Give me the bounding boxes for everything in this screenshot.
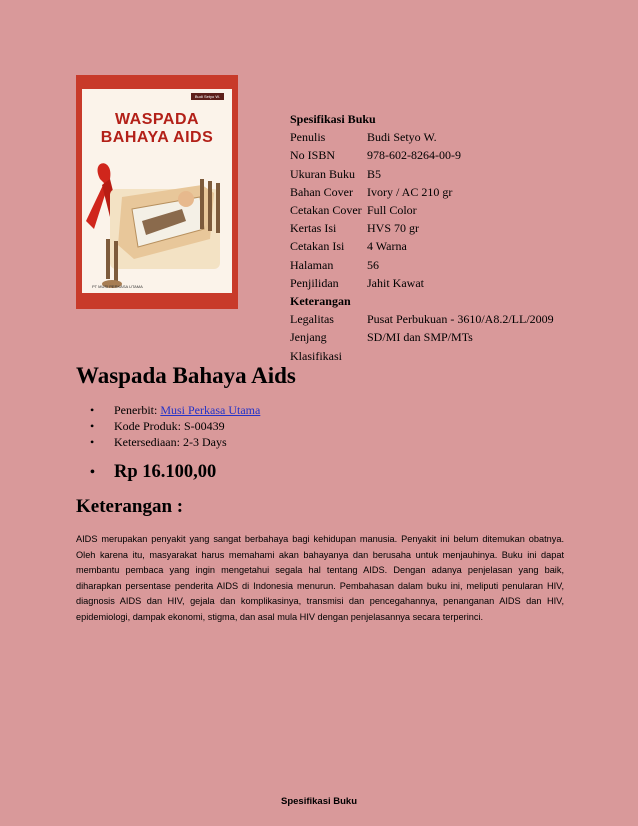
spec-value: 56 xyxy=(367,257,379,272)
spec-row xyxy=(290,146,554,164)
spec-key: No ISBN xyxy=(290,148,336,163)
spec-value: SD/MI dan SMP/MTs xyxy=(367,330,473,345)
spec-key: Kertas Isi xyxy=(290,221,337,236)
publisher-link[interactable]: Musi Perkasa Utama xyxy=(160,403,261,417)
spec-value: B5 xyxy=(367,166,382,181)
bullet-icon: • xyxy=(90,435,95,449)
spec-row xyxy=(290,328,554,346)
spec-row xyxy=(290,183,554,201)
product-code: Kode Produk: S-00439 xyxy=(114,419,225,433)
product-info-list xyxy=(90,402,260,450)
description-heading: Keterangan : xyxy=(76,496,184,517)
price-value: Rp 16.100,00 xyxy=(114,462,217,482)
spec-key: Cetakan Cover xyxy=(290,203,362,218)
spec-row xyxy=(290,128,554,146)
publisher-label: Penerbit: xyxy=(114,403,161,417)
spec-value: Pusat Perbukuan - 3610/A8.2/LL/2009 xyxy=(367,312,554,327)
list-item xyxy=(90,434,260,450)
bullet-icon: • xyxy=(90,465,95,480)
cover-author: Budi Setyo W. xyxy=(191,93,224,100)
cover-publisher: PT MUSI PERKASA UTAMA xyxy=(92,284,143,289)
availability: Ketersediaan: 2-3 Days xyxy=(114,435,227,449)
spec-row xyxy=(290,219,554,237)
spec-row xyxy=(290,310,554,328)
spec-value: 978-602-8264-00-9 xyxy=(367,148,461,163)
spec-key: Halaman xyxy=(290,257,334,272)
description-text: AIDS merupakan penyakit yang sangat berbahaya bagi kehidupan manusia. Penyakit ini belum ditemukan obatnya. Oleh karena itu, masyarakat harus memahami akan bahayanya dan berusaha untuk menjauhinya. Buku ini dapat membantu pembaca yang ingin mengetahui segala hal tentang AIDS. Dengan adanya penjelasan yang baik, diharapkan persentase penderita AIDS di Indonesia menurun. Pembahasan dalam buku ini, meliputi penularan HIV, diagnosis AIDS dan HIV, gejala dan komplikasinya, transmisi dan pencegahannya, penanganan AIDS dan HIV, epidemiologi, dampak ekonomi, stigma, dan asal mula HIV dengan penjelasannya secara terperinci. xyxy=(76,534,564,622)
cover-title-line2: BAHAYA AIDS xyxy=(100,129,214,146)
spec-value: Budi Setyo W. xyxy=(367,130,437,145)
product-title: Waspada Bahaya Aids xyxy=(76,363,296,388)
spec-heading: Spesifikasi Buku xyxy=(290,112,376,126)
cover-illustration xyxy=(82,149,232,299)
spec-key: Legalitas xyxy=(290,312,334,327)
spec-row xyxy=(290,201,554,219)
spec-keterangan-heading: Keterangan xyxy=(290,294,351,309)
list-item xyxy=(90,402,260,418)
cover-title xyxy=(82,111,232,147)
spec-value: Full Color xyxy=(367,203,417,218)
spec-value: Ivory / AC 210 gr xyxy=(367,184,453,199)
product-price xyxy=(90,462,216,483)
spec-key: Klasifikasi xyxy=(290,348,342,363)
list-item xyxy=(90,418,260,434)
bullet-icon: • xyxy=(90,403,95,417)
spec-value: Jahit Kawat xyxy=(367,275,424,290)
spec-key: Penjilidan xyxy=(290,275,339,290)
spec-key: Cetakan Isi xyxy=(290,239,345,254)
page-footer: Spesifikasi Buku xyxy=(280,796,358,807)
spec-key: Jenjang xyxy=(290,330,327,345)
spec-value: 4 Warna xyxy=(367,239,407,254)
book-cover-image xyxy=(76,75,238,309)
spec-table xyxy=(290,110,554,365)
spec-row xyxy=(290,274,554,292)
bullet-icon: • xyxy=(90,419,95,433)
spec-row xyxy=(290,237,554,255)
spec-row xyxy=(290,256,554,274)
publisher-info xyxy=(114,402,260,418)
cover-panel xyxy=(82,89,232,293)
spec-row xyxy=(290,347,554,365)
spec-key: Penulis xyxy=(290,130,326,145)
spec-row xyxy=(290,165,554,183)
cover-title-line1: WASPADA xyxy=(114,111,200,128)
spec-value: HVS 70 gr xyxy=(367,221,420,236)
spec-key: Ukuran Buku xyxy=(290,166,355,181)
spec-key: Bahan Cover xyxy=(290,184,353,199)
